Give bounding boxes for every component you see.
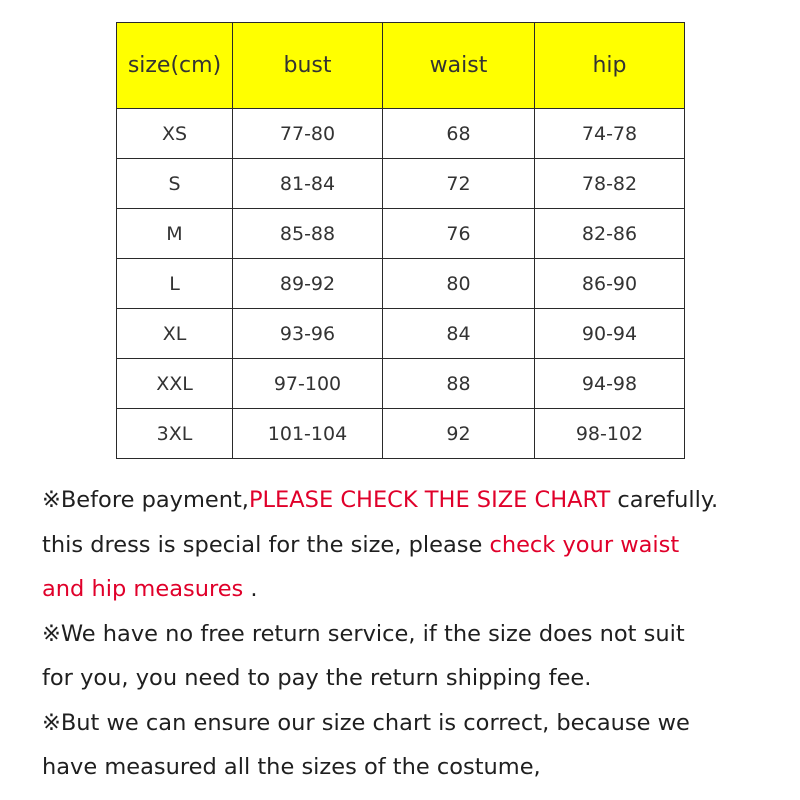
note-line-6: ※But we can ensure our size chart is correct, because we: [42, 709, 690, 736]
size-cell: S: [117, 159, 233, 209]
hip-cell: 90-94: [535, 309, 685, 359]
note-text: ※Before payment,: [42, 487, 249, 513]
hip-cell: 82-86: [535, 209, 685, 259]
hip-cell: 74-78: [535, 109, 685, 159]
note-line-7: have measured all the sizes of the costume,: [42, 754, 541, 780]
waist-cell: 72: [383, 159, 535, 209]
header-size: size(cm): [117, 23, 233, 109]
size-chart-table: [116, 22, 685, 459]
size-cell: XL: [117, 309, 233, 359]
size-notes: [42, 478, 782, 790]
hip-cell: 78-82: [535, 159, 685, 209]
note-highlight: PLEASE CHECK THE SIZE CHART: [248, 487, 611, 513]
bust-cell: 85-88: [233, 209, 383, 259]
hip-cell: 94-98: [535, 359, 685, 409]
note-highlight: and hip measures: [42, 576, 244, 602]
bust-cell: 101-104: [233, 409, 383, 459]
waist-cell: 76: [383, 209, 535, 259]
size-cell: M: [117, 209, 233, 259]
note-line-1: [42, 478, 782, 523]
size-cell: 3XL: [117, 409, 233, 459]
note-text: this dress is special for the size, please: [42, 531, 490, 558]
waist-cell: 80: [383, 259, 535, 309]
size-cell: XXL: [117, 359, 233, 409]
hip-cell: 98-102: [535, 409, 685, 459]
bust-cell: 97-100: [233, 359, 383, 409]
note-highlight: check your waist: [489, 531, 680, 558]
note-text: carefully.: [610, 487, 719, 513]
bust-cell: 93-96: [233, 309, 383, 359]
table-row: [117, 309, 685, 359]
table-row: [117, 159, 685, 209]
table-row: [117, 259, 685, 309]
bust-cell: 81-84: [233, 159, 383, 209]
size-cell: L: [117, 259, 233, 309]
table-row: [117, 409, 685, 459]
header-bust: bust: [233, 23, 383, 109]
size-cell: XS: [117, 109, 233, 159]
table-row: [117, 359, 685, 409]
table-row: [117, 209, 685, 259]
size-chart-header-row: [117, 23, 685, 109]
bust-cell: 89-92: [233, 259, 383, 309]
waist-cell: 88: [383, 359, 535, 409]
note-line-2: [42, 523, 782, 568]
waist-cell: 92: [383, 409, 535, 459]
header-waist: waist: [383, 23, 535, 109]
waist-cell: 84: [383, 309, 535, 359]
note-line-3: [42, 567, 782, 612]
hip-cell: 86-90: [535, 259, 685, 309]
header-hip: hip: [535, 23, 685, 109]
note-line-5: for you, you need to pay the return shipping fee.: [42, 665, 592, 691]
waist-cell: 68: [383, 109, 535, 159]
bust-cell: 77-80: [233, 109, 383, 159]
note-line-4: ※We have no free return service, if the size does not suit: [42, 620, 685, 647]
table-row: [117, 109, 685, 159]
note-text: .: [243, 576, 258, 602]
